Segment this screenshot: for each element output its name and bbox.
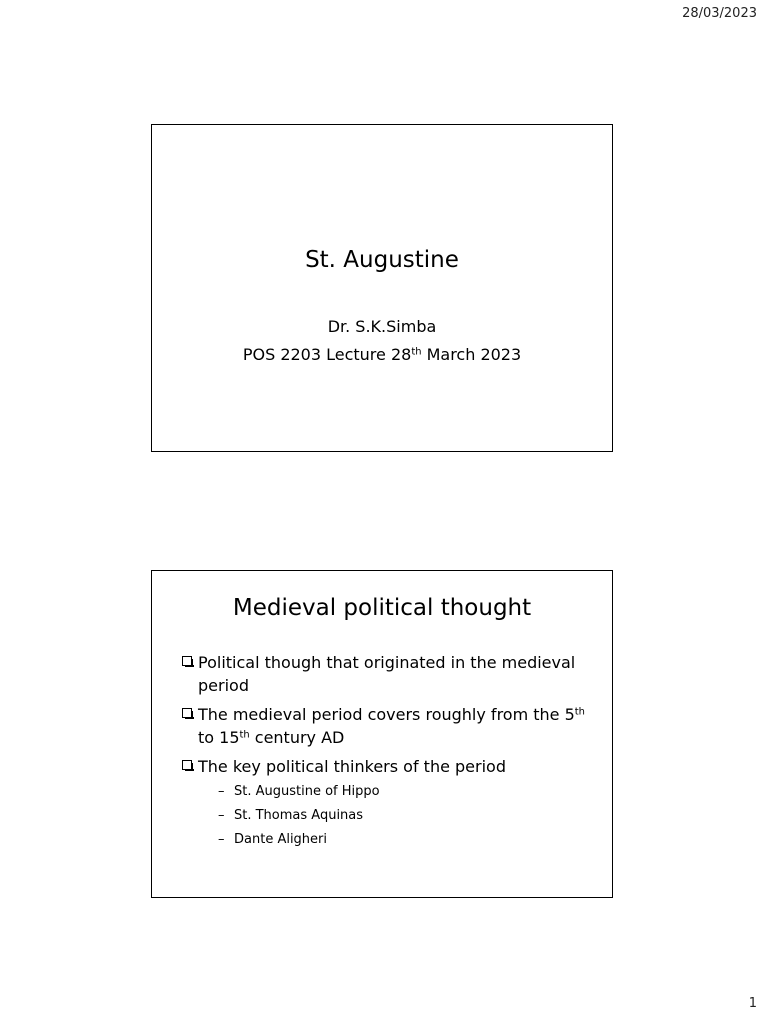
sub-item-list <box>198 780 592 852</box>
slide-1 <box>151 124 613 452</box>
bullet-item <box>182 755 592 852</box>
sub-item-text: St. Augustine of Hippo <box>234 784 380 799</box>
slide-1-author: Dr. S.K.Simba <box>327 317 437 336</box>
sub-item-text: Dante Aligheri <box>234 832 328 847</box>
checkbox-bullet-icon <box>182 708 192 718</box>
bullet-sup: th <box>239 729 250 741</box>
slide-2 <box>151 570 613 898</box>
bullet-item <box>182 703 592 749</box>
dash-bullet: – <box>218 832 225 847</box>
page-number: 1 <box>748 996 757 1011</box>
bullet-text: Political though that originated in the medieval period <box>198 653 576 695</box>
bullet-sup: th <box>574 706 585 718</box>
bullet-text-mid: to 15 <box>198 728 240 747</box>
checkbox-bullet-icon <box>182 760 192 770</box>
bullet-text-suffix: century AD <box>249 728 345 747</box>
slide-1-title: St. Augustine <box>305 247 459 273</box>
sub-item <box>198 828 592 852</box>
bullet-list <box>182 651 592 858</box>
course-suffix: March 2023 <box>421 345 522 364</box>
sub-item <box>198 804 592 828</box>
bullet-text-prefix: The medieval period covers roughly from the 5 <box>198 705 575 724</box>
course-prefix: POS 2203 Lecture 28 <box>242 345 412 364</box>
bullet-text: The key political thinkers of the period <box>198 757 506 776</box>
checkbox-bullet-icon <box>182 656 192 666</box>
dash-bullet: – <box>218 808 225 823</box>
header-date: 28/03/2023 <box>682 6 757 21</box>
bullet-item <box>182 651 592 697</box>
slide-1-course-line <box>152 345 612 364</box>
sub-item <box>198 780 592 804</box>
sub-item-text: St. Thomas Aquinas <box>234 808 364 823</box>
slide-2-title: Medieval political thought <box>232 595 532 621</box>
dash-bullet: – <box>218 784 225 799</box>
course-sup: th <box>411 346 422 358</box>
